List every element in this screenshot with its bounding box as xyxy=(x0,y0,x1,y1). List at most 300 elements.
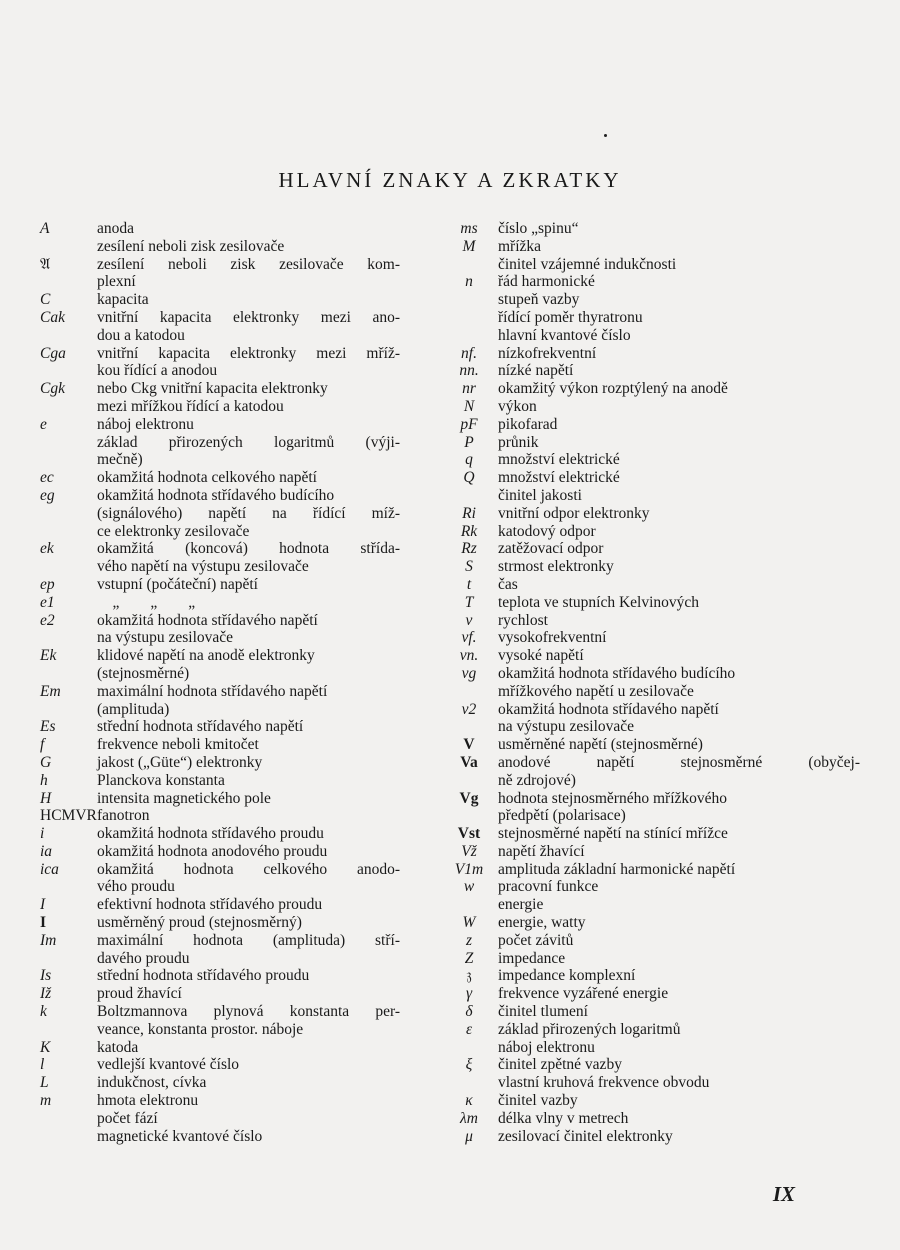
glossary-definition-line: Planckova konstanta xyxy=(97,771,225,789)
page-number: IX xyxy=(772,1182,795,1206)
glossary-definition-line: pracovní funkce xyxy=(498,878,599,896)
glossary-definition-line: náboj elektronu xyxy=(498,1038,595,1056)
glossary-definition-line: mečně) xyxy=(97,451,143,469)
glossary-symbol: i xyxy=(40,825,45,843)
glossary-symbol: e xyxy=(40,415,47,433)
glossary-symbol: Ri xyxy=(462,504,476,522)
glossary-definition-line: okamžitá hodnota střídavého napětí xyxy=(498,700,719,718)
glossary-symbol: l xyxy=(40,1056,45,1074)
symbols-left-column xyxy=(40,220,400,1145)
glossary-symbol: Cgk xyxy=(40,380,65,398)
glossary-entry xyxy=(440,647,860,665)
glossary-definition-line: okamžitá hodnota střídavého budícího xyxy=(97,486,335,504)
glossary-definition-line: okamžitá (koncová) hodnota střída- xyxy=(97,540,400,558)
glossary-entry xyxy=(440,861,860,879)
glossary-definition-line: zatěžovací odpor xyxy=(498,540,604,558)
glossary-definition-line: nízké napětí xyxy=(498,362,574,380)
glossary-entry xyxy=(440,416,860,434)
glossary-definition-line: kapacita xyxy=(97,291,149,309)
glossary-definitions xyxy=(97,309,400,345)
glossary-symbol: V1m xyxy=(454,860,484,878)
glossary-definition-line: okamžitá hodnota střídavého budícího xyxy=(498,664,736,682)
glossary-definition-line: číslo „spinu“ xyxy=(498,220,579,237)
glossary-definitions xyxy=(498,861,860,879)
glossary-definitions xyxy=(498,1056,860,1092)
glossary-entry xyxy=(440,1092,860,1110)
glossary-definitions xyxy=(97,896,400,914)
glossary-symbol: Em xyxy=(40,682,61,700)
glossary-definitions xyxy=(498,398,860,416)
glossary-definition-line: počet fází xyxy=(97,1109,158,1127)
glossary-entry xyxy=(40,647,400,683)
glossary-definition-line: plexní xyxy=(97,273,136,291)
glossary-symbol: I xyxy=(40,914,47,932)
glossary-symbol: ep xyxy=(40,575,55,593)
glossary-definitions xyxy=(498,523,860,541)
glossary-symbol: ek xyxy=(40,540,54,558)
glossary-entry xyxy=(440,238,860,274)
glossary-definitions xyxy=(97,647,400,683)
glossary-definition-line: frekvence vyzářené energie xyxy=(498,985,669,1003)
glossary-symbol: 𝔄 xyxy=(40,255,51,273)
glossary-definition-line: okamžitý výkon rozptýlený na anodě xyxy=(498,380,728,398)
glossary-definitions xyxy=(498,1003,860,1021)
glossary-definition-line: strmost elektronky xyxy=(498,558,614,576)
glossary-entry xyxy=(40,1003,400,1039)
glossary-definition-line: veance, konstanta prostor. náboje xyxy=(97,1020,304,1038)
glossary-symbol: w xyxy=(463,878,475,896)
glossary-entry xyxy=(40,861,400,897)
glossary-symbol: vn. xyxy=(459,647,479,665)
glossary-definition-line: stejnosměrné napětí na stínící mřížce xyxy=(498,825,728,843)
glossary-entry xyxy=(440,451,860,469)
glossary-entry xyxy=(440,1056,860,1092)
glossary-symbol: G xyxy=(40,753,52,771)
glossary-definition-line: zesílení neboli zisk zesilovače xyxy=(97,237,285,255)
glossary-definitions xyxy=(498,434,860,452)
glossary-definitions xyxy=(498,629,860,647)
glossary-definition-line: amplituda základní harmonické napětí xyxy=(498,860,736,878)
glossary-definitions xyxy=(97,1074,400,1092)
glossary-definition-line: Boltzmannova plynová konstanta per- xyxy=(97,1003,400,1021)
glossary-definition-line: vlastní kruhová frekvence obvodu xyxy=(498,1074,710,1092)
glossary-definition-line: mezi mřížkou řídící a katodou xyxy=(97,397,284,415)
glossary-definition-line: délka vlny v metrech xyxy=(498,1109,629,1127)
glossary-definitions xyxy=(498,1128,860,1146)
glossary-definition-line: (stejnosměrné) xyxy=(97,664,190,682)
glossary-entry xyxy=(440,434,860,452)
glossary-symbol: nn. xyxy=(459,362,479,380)
glossary-definitions xyxy=(498,505,860,523)
glossary-symbol: z xyxy=(465,931,473,949)
glossary-entry xyxy=(440,629,860,647)
glossary-definition-line: hlavní kvantové číslo xyxy=(498,326,631,344)
glossary-definitions xyxy=(498,576,860,594)
glossary-entry xyxy=(440,932,860,950)
glossary-entry xyxy=(40,220,400,256)
glossary-symbol: v xyxy=(465,611,473,629)
glossary-definitions xyxy=(498,914,860,932)
glossary-definitions xyxy=(498,1021,860,1057)
glossary-entry xyxy=(40,612,400,648)
glossary-definition-line: anodové napětí stejnosměrné (obyčej- xyxy=(498,753,860,771)
glossary-definitions xyxy=(498,1110,860,1128)
glossary-symbol: H xyxy=(40,789,52,807)
glossary-entry xyxy=(40,985,400,1003)
glossary-definition-line: pikofarad xyxy=(498,415,558,433)
glossary-definitions xyxy=(498,950,860,968)
glossary-definitions xyxy=(498,790,860,826)
glossary-symbol: I xyxy=(40,896,46,914)
glossary-definition-line: impedance xyxy=(498,949,566,967)
glossary-symbol: 𝔷 xyxy=(466,967,472,985)
glossary-definitions xyxy=(97,594,400,612)
glossary-symbol: ec xyxy=(40,469,54,487)
glossary-definition-line: energie, watty xyxy=(498,914,586,932)
glossary-definition-line: energie xyxy=(498,896,544,914)
glossary-definition-line: základ přirozených logaritmů xyxy=(498,1020,681,1038)
glossary-definitions xyxy=(498,647,860,665)
glossary-entry xyxy=(40,576,400,594)
glossary-definition-line: činitel vzájemné indukčnosti xyxy=(498,255,677,273)
glossary-entry xyxy=(440,967,860,985)
glossary-definition-line: ně zdrojové) xyxy=(498,771,576,789)
glossary-definitions xyxy=(97,345,400,381)
glossary-definitions xyxy=(97,540,400,576)
glossary-definitions xyxy=(498,220,860,238)
glossary-definition-line: frekvence neboli kmitočet xyxy=(97,736,259,754)
glossary-symbol: e1 xyxy=(40,593,55,611)
glossary-symbol: Z xyxy=(464,949,474,967)
glossary-entry xyxy=(440,754,860,790)
glossary-symbol: Q xyxy=(463,469,475,487)
glossary-entry xyxy=(40,345,400,381)
glossary-entry xyxy=(440,1110,860,1128)
glossary-symbol: vf. xyxy=(461,629,477,647)
glossary-symbol: q xyxy=(465,451,473,469)
glossary-definitions xyxy=(97,612,400,648)
glossary-symbol: nr xyxy=(462,380,476,398)
glossary-symbol: ξ xyxy=(465,1056,473,1074)
glossary-symbol: Es xyxy=(40,718,56,736)
glossary-definitions xyxy=(498,754,860,790)
glossary-definition-line: jakost („Güte“) elektronky xyxy=(97,753,263,771)
glossary-definition-line: výkon xyxy=(498,397,537,415)
glossary-symbol: κ xyxy=(465,1092,473,1110)
glossary-definitions xyxy=(498,451,860,469)
glossary-symbol: ica xyxy=(40,860,59,878)
glossary-definitions xyxy=(97,825,400,843)
glossary-symbol: N xyxy=(463,397,475,415)
glossary-entry xyxy=(440,540,860,558)
glossary-entry xyxy=(40,469,400,487)
glossary-symbol: eg xyxy=(40,486,55,504)
glossary-definitions xyxy=(498,594,860,612)
print-speck xyxy=(604,134,607,137)
glossary-definitions xyxy=(498,843,860,861)
glossary-symbol: μ xyxy=(465,1127,473,1145)
glossary-definition-line: vnitřní kapacita elektronky mezi ano- xyxy=(97,308,400,326)
glossary-definition-line: „ „ „ xyxy=(97,593,196,611)
glossary-symbol: k xyxy=(40,1003,47,1021)
glossary-entry xyxy=(40,967,400,985)
glossary-definitions xyxy=(97,843,400,861)
glossary-definitions xyxy=(97,291,400,309)
glossary-entry xyxy=(440,362,860,380)
glossary-symbol: Vž xyxy=(461,842,477,860)
glossary-entry xyxy=(440,825,860,843)
glossary-definitions xyxy=(97,967,400,985)
glossary-definitions xyxy=(498,967,860,985)
glossary-definition-line: množství elektrické xyxy=(498,451,620,469)
glossary-definition-line: vnitřní kapacita elektronky mezi mříž- xyxy=(97,344,400,362)
glossary-definition-line: usměrněný proud (stejnosměrný) xyxy=(97,914,302,932)
glossary-definitions xyxy=(97,790,400,808)
glossary-definition-line: okamžitá hodnota celkového napětí xyxy=(97,469,317,487)
glossary-definition-line: usměrněné napětí (stejnosměrné) xyxy=(498,736,703,754)
glossary-definitions xyxy=(97,1003,400,1039)
glossary-symbol: A xyxy=(40,220,50,237)
symbols-right-column xyxy=(440,220,860,1145)
glossary-definitions xyxy=(97,683,400,719)
glossary-definition-line: vedlejší kvantové číslo xyxy=(97,1056,240,1074)
glossary-definition-line: zesílení neboli zisk zesilovače kom- xyxy=(97,255,400,273)
glossary-entry xyxy=(40,718,400,736)
glossary-symbol: Ek xyxy=(40,647,57,665)
glossary-definitions xyxy=(97,932,400,968)
glossary-definitions xyxy=(97,1056,400,1074)
glossary-symbol: ia xyxy=(40,842,53,860)
glossary-symbol: ε xyxy=(465,1020,473,1038)
glossary-definition-line: na výstupu zesilovače xyxy=(498,718,635,736)
glossary-definition-line: zesilovací činitel elektronky xyxy=(498,1127,673,1145)
glossary-entry xyxy=(440,469,860,505)
glossary-definition-line: počet závitů xyxy=(498,931,574,949)
glossary-definition-line: vysoké napětí xyxy=(498,647,584,665)
glossary-entry xyxy=(440,1128,860,1146)
glossary-entry xyxy=(40,914,400,932)
glossary-entry xyxy=(40,843,400,861)
glossary-definitions xyxy=(498,540,860,558)
glossary-entry xyxy=(40,772,400,790)
glossary-symbol: Cga xyxy=(40,344,66,362)
glossary-entry xyxy=(440,1003,860,1021)
glossary-definition-line: vstupní (počáteční) napětí xyxy=(97,575,258,593)
glossary-definition-line: stupeň vazby xyxy=(498,291,580,309)
glossary-entry xyxy=(40,416,400,469)
glossary-entry xyxy=(40,932,400,968)
glossary-definition-line: hmota elektronu xyxy=(97,1092,199,1110)
glossary-symbol: f xyxy=(40,736,45,754)
glossary-definition-line: vého napětí na výstupu zesilovače xyxy=(97,558,309,576)
glossary-entry xyxy=(40,291,400,309)
glossary-symbol: Va xyxy=(460,753,478,771)
glossary-definition-line: davého proudu xyxy=(97,949,190,967)
glossary-definition-line: základ přirozených logaritmů (výji- xyxy=(97,433,400,451)
glossary-definition-line: předpětí (polarisace) xyxy=(498,807,626,825)
glossary-definition-line: střední hodnota střídavého napětí xyxy=(97,718,304,736)
glossary-definition-line: činitel jakosti xyxy=(498,486,582,504)
glossary-symbol: γ xyxy=(465,985,473,1003)
glossary-definitions xyxy=(97,861,400,897)
glossary-symbol: Iž xyxy=(40,985,52,1003)
glossary-definitions xyxy=(97,1092,400,1145)
glossary-entry xyxy=(440,220,860,238)
glossary-symbol: Rz xyxy=(461,540,477,558)
glossary-definition-line: fanotron xyxy=(97,807,150,825)
glossary-entry xyxy=(40,540,400,576)
glossary-definitions xyxy=(498,345,860,363)
glossary-definition-line: vysokofrekventní xyxy=(498,629,607,647)
glossary-entry xyxy=(40,594,400,612)
glossary-entry xyxy=(40,754,400,772)
glossary-symbol: δ xyxy=(465,1003,473,1021)
glossary-definition-line: průnik xyxy=(498,433,539,451)
glossary-definition-line: čas xyxy=(498,575,518,593)
page-title: HLAVNÍ ZNAKY A ZKRATKY xyxy=(278,168,622,192)
glossary-entry xyxy=(440,950,860,968)
glossary-definitions xyxy=(498,416,860,434)
glossary-entry xyxy=(40,380,400,416)
glossary-entry xyxy=(440,665,860,701)
glossary-definitions xyxy=(498,362,860,380)
glossary-entry xyxy=(40,1056,400,1074)
glossary-definitions xyxy=(498,878,860,914)
glossary-symbol: Cak xyxy=(40,308,65,326)
glossary-definitions xyxy=(498,612,860,630)
glossary-definitions xyxy=(498,558,860,576)
glossary-definition-line: maximální hodnota střídavého napětí xyxy=(97,682,328,700)
glossary-definition-line: na výstupu zesilovače xyxy=(97,629,234,647)
glossary-definition-line: impedance komplexní xyxy=(498,967,636,985)
glossary-symbol: C xyxy=(40,291,51,309)
glossary-definition-line: řád harmonické xyxy=(498,273,595,291)
glossary-entry xyxy=(440,273,860,344)
glossary-entry xyxy=(40,1092,400,1145)
glossary-definitions xyxy=(498,469,860,505)
glossary-entry xyxy=(440,505,860,523)
glossary-symbol: e2 xyxy=(40,611,55,629)
glossary-definition-line: magnetické kvantové číslo xyxy=(97,1127,263,1145)
glossary-symbol: Vst xyxy=(457,825,481,843)
glossary-definitions xyxy=(498,1092,860,1110)
glossary-entry xyxy=(40,309,400,345)
glossary-definition-line: náboj elektronu xyxy=(97,415,194,433)
glossary-definitions xyxy=(498,985,860,1003)
glossary-entry xyxy=(440,345,860,363)
glossary-definition-line: anoda xyxy=(97,220,135,237)
glossary-entry xyxy=(440,701,860,737)
glossary-definitions xyxy=(498,825,860,843)
glossary-definition-line: intensita magnetického pole xyxy=(97,789,271,807)
glossary-symbol: t xyxy=(466,575,472,593)
glossary-symbol: L xyxy=(40,1074,49,1092)
glossary-definition-line: okamžitá hodnota střídavého proudu xyxy=(97,825,324,843)
glossary-entry xyxy=(440,843,860,861)
glossary-symbol: Is xyxy=(40,967,52,985)
glossary-entry xyxy=(440,558,860,576)
glossary-entry xyxy=(440,576,860,594)
glossary-definition-line: okamžitá hodnota celkového anodo- xyxy=(97,860,400,878)
glossary-entry xyxy=(40,683,400,719)
glossary-definition-line: střední hodnota střídavého proudu xyxy=(97,967,310,985)
glossary-entry xyxy=(40,1074,400,1092)
glossary-entry xyxy=(40,896,400,914)
glossary-symbol: Rk xyxy=(460,522,478,540)
glossary-entry xyxy=(40,736,400,754)
glossary-definition-line: (signálového) napětí na řídící míž- xyxy=(97,504,400,522)
glossary-definition-line: činitel tlumení xyxy=(498,1003,588,1021)
glossary-symbol: v2 xyxy=(461,700,477,718)
glossary-definitions xyxy=(498,932,860,950)
glossary-entry xyxy=(440,1021,860,1057)
glossary-definitions xyxy=(498,238,860,274)
glossary-definitions xyxy=(97,380,400,416)
glossary-definition-line: (amplituda) xyxy=(97,700,170,718)
glossary-entry xyxy=(40,807,400,825)
glossary-symbol: n xyxy=(465,273,473,291)
glossary-entry xyxy=(40,256,400,292)
glossary-entry xyxy=(440,985,860,1003)
glossary-symbol: S xyxy=(465,558,473,576)
glossary-symbol: P xyxy=(464,433,474,451)
glossary-definition-line: mřížka xyxy=(498,237,542,255)
glossary-entry xyxy=(40,487,400,540)
glossary-definitions xyxy=(97,487,400,540)
glossary-definitions xyxy=(97,469,400,487)
glossary-definition-line: indukčnost, cívka xyxy=(97,1074,207,1092)
glossary-definitions xyxy=(97,772,400,790)
glossary-symbol: Vg xyxy=(459,789,479,807)
glossary-symbol: T xyxy=(464,593,474,611)
glossary-entry xyxy=(40,790,400,808)
glossary-symbol: λm xyxy=(460,1109,478,1127)
glossary-entry xyxy=(440,594,860,612)
glossary-entry xyxy=(440,523,860,541)
glossary-definitions xyxy=(498,701,860,737)
glossary-symbol: M xyxy=(462,237,476,255)
glossary-definitions xyxy=(97,256,400,292)
glossary-definition-line: kou řídící a anodou xyxy=(97,362,218,380)
glossary-definition-line: teplota ve stupních Kelvinových xyxy=(498,593,700,611)
glossary-definitions xyxy=(97,220,400,256)
glossary-symbol: K xyxy=(40,1038,51,1056)
glossary-definition-line: okamžitá hodnota střídavého napětí xyxy=(97,611,318,629)
glossary-symbol: vg xyxy=(461,664,477,682)
glossary-entry xyxy=(440,790,860,826)
glossary-definition-line: činitel zpětné vazby xyxy=(498,1056,622,1074)
glossary-entry xyxy=(440,612,860,630)
glossary-definition-line: efektivní hodnota střídavého proudu xyxy=(97,896,323,914)
glossary-symbol: W xyxy=(462,914,476,932)
glossary-definition-line: klidové napětí na anodě elektronky xyxy=(97,647,315,665)
glossary-definition-line: vého proudu xyxy=(97,878,175,896)
glossary-definitions xyxy=(97,576,400,594)
glossary-entry xyxy=(440,878,860,914)
glossary-definition-line: napětí žhavící xyxy=(498,842,585,860)
glossary-definitions xyxy=(97,718,400,736)
glossary-definitions xyxy=(97,807,400,825)
glossary-symbol: pF xyxy=(460,415,478,433)
glossary-definition-line: činitel vazby xyxy=(498,1092,578,1110)
glossary-definitions xyxy=(97,1039,400,1057)
glossary-definition-line: katoda xyxy=(97,1038,139,1056)
glossary-definition-line: rychlost xyxy=(498,611,548,629)
glossary-symbol: ms xyxy=(460,220,478,237)
glossary-definition-line: maximální hodnota (amplituda) stří- xyxy=(97,931,400,949)
glossary-definitions xyxy=(97,736,400,754)
glossary-definition-line: vnitřní odpor elektronky xyxy=(498,504,650,522)
